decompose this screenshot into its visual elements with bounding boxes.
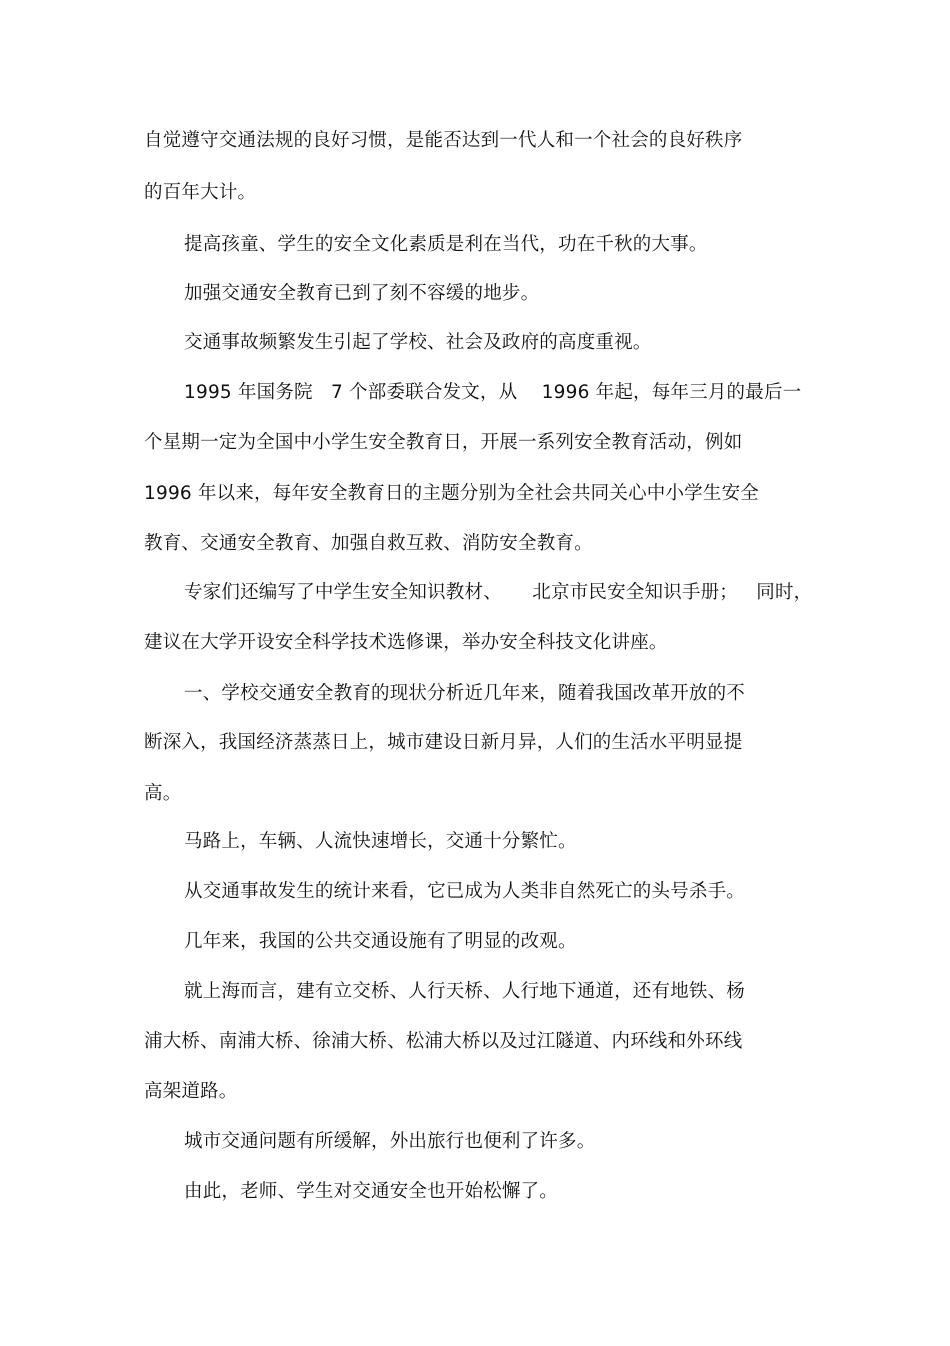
text-line: 高。 (144, 783, 182, 804)
text-line: 专家们还编写了中学生安全知识教材、 北京市民安全知识手册； 同时， (184, 582, 813, 603)
text-line: 的百年大计。 (144, 182, 257, 203)
text-line: 1996 年以来，每年安全教育日的主题分别为全社会共同关心中小学生安全 (144, 483, 759, 504)
text-line: 马路上，车辆、人流快速增长，交通十分繁忙。 (184, 831, 577, 852)
text-line: 城市交通问题有所缓解，外出旅行也便利了许多。 (184, 1131, 596, 1152)
text-line: 就上海而言，建有立交桥、人行天桥、人行地下通道，还有地铁、杨 (184, 981, 746, 1002)
text-line: 由此，老师、学生对交通安全也开始松懈了。 (184, 1181, 559, 1202)
text-line: 建议在大学开设安全科学技术选修课，举办安全科技文化讲座。 (144, 632, 668, 653)
text-line: 交通事故频繁发生引起了学校、社会及政府的高度重视。 (184, 332, 652, 353)
text-line: 个星期一定为全国中小学生安全教育日，开展一系列安全教育活动，例如 (144, 432, 743, 453)
text-line: 断深入，我国经济蒸蒸日上，城市建设日新月异，人们的生活水平明显提 (144, 732, 743, 753)
text-line: 从交通事故发生的统计来看，它已成为人类非自然死亡的头号杀手。 (184, 881, 746, 902)
text-line: 加强交通安全教育已到了刻不容缓的地步。 (184, 283, 540, 304)
text-line: 浦大桥、南浦大桥、徐浦大桥、松浦大桥以及过江隧道、内环线和外环线 (144, 1031, 743, 1052)
text-line: 一、学校交通安全教育的现状分析近几年来，随着我国改革开放的不 (184, 683, 746, 704)
text-line: 教育、交通安全教育、加强自救互救、消防安全教育。 (144, 533, 593, 554)
text-line: 提高孩童、学生的安全文化素质是利在当代，功在千秋的大事。 (184, 234, 708, 255)
text-line: 高架道路。 (144, 1081, 238, 1102)
text-line: 自觉遵守交通法规的良好习惯，是能否达到一代人和一个社会的良好秩序 (144, 130, 743, 151)
text-line: 几年来，我国的公共交通设施有了明显的改观。 (184, 931, 577, 952)
text-line: 1995 年国务院 7 个部委联合发文，从 1996 年起，每年三月的最后一 (184, 382, 802, 403)
